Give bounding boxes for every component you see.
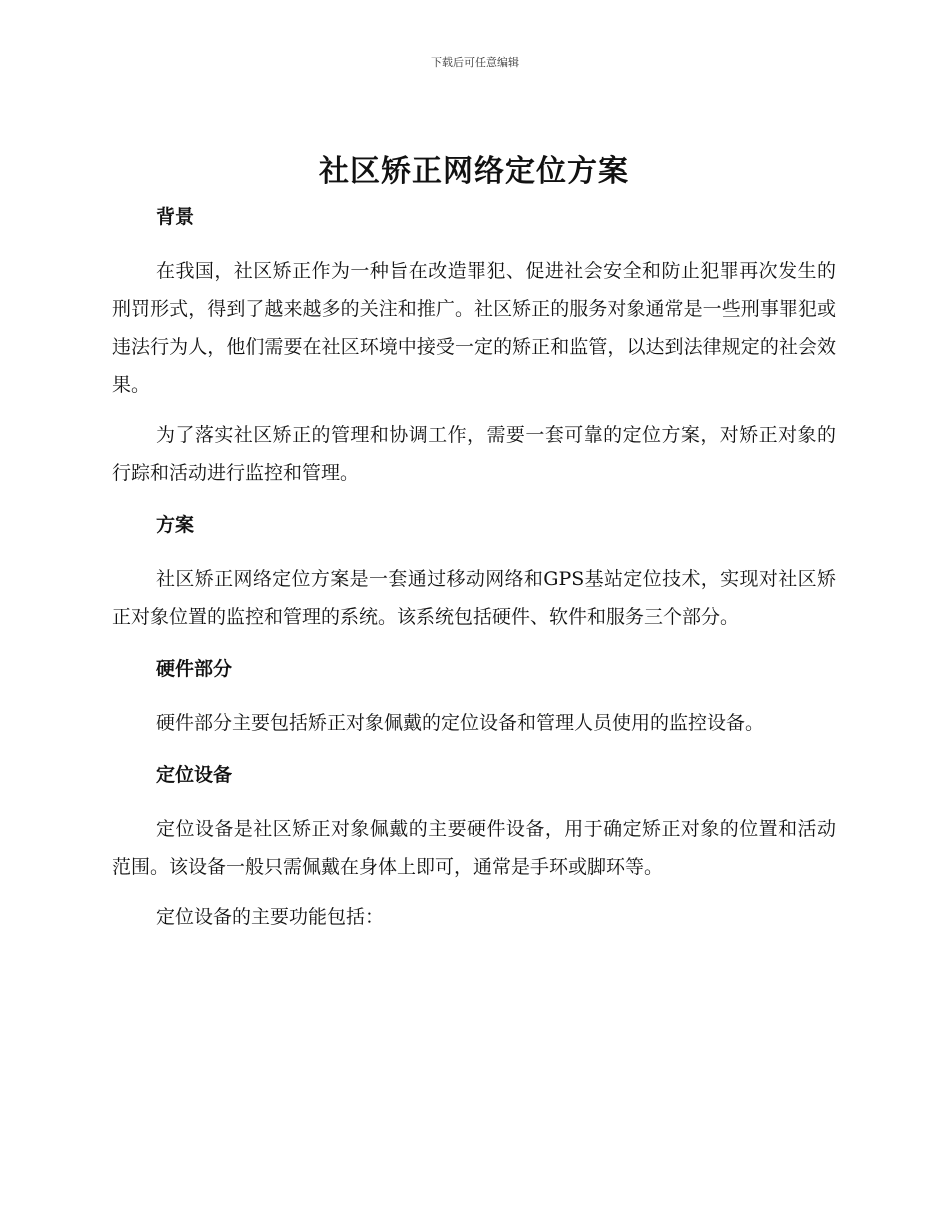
paragraph: 为了落实社区矫正的管理和协调工作，需要一套可靠的定位方案，对矫正对象的行踪和活动进行监控和管理。 bbox=[112, 424, 836, 484]
paragraph: 定位设备是社区矫正对象佩戴的主要硬件设备，用于确定矫正对象的位置和活动范围。该设备一般只需佩戴在身体上即可，通常是手环或脚环等。 bbox=[112, 818, 836, 878]
paragraph: 在我国，社区矫正作为一种旨在改造罪犯、促进社会安全和防止犯罪再次发生的刑罚形式，得到了越来越多的关注和推广。社区矫正的服务对象通常是一些刑事罪犯或违法行为人，他们需要在社区环境中接受一定的矫正和监管，以达到法律规定的社会效果。 bbox=[112, 260, 836, 396]
document-body bbox=[112, 150, 836, 948]
paragraph: 定位设备的主要功能包括： bbox=[156, 906, 385, 928]
paragraph: 社区矫正网络定位方案是一套通过移动网络和GPS基站定位技术，实现对社区矫正对象位置的监控和管理的系统。该系统包括硬件、软件和服务三个部分。 bbox=[112, 568, 836, 628]
section-heading: 背景 bbox=[156, 206, 195, 228]
section-positioning-device bbox=[112, 762, 836, 936]
paragraph: 硬件部分主要包括矫正对象佩戴的定位设备和管理人员使用的监控设备。 bbox=[156, 712, 765, 734]
header-note: 下载后可任意编辑 bbox=[431, 56, 519, 69]
section-heading: 方案 bbox=[156, 514, 195, 536]
section-background bbox=[112, 204, 836, 492]
section-heading: 定位设备 bbox=[156, 764, 233, 786]
section-heading: 硬件部分 bbox=[156, 658, 233, 680]
document-title: 社区矫正网络定位方案 bbox=[319, 154, 629, 189]
section-plan bbox=[112, 512, 836, 636]
section-hardware bbox=[112, 656, 836, 742]
